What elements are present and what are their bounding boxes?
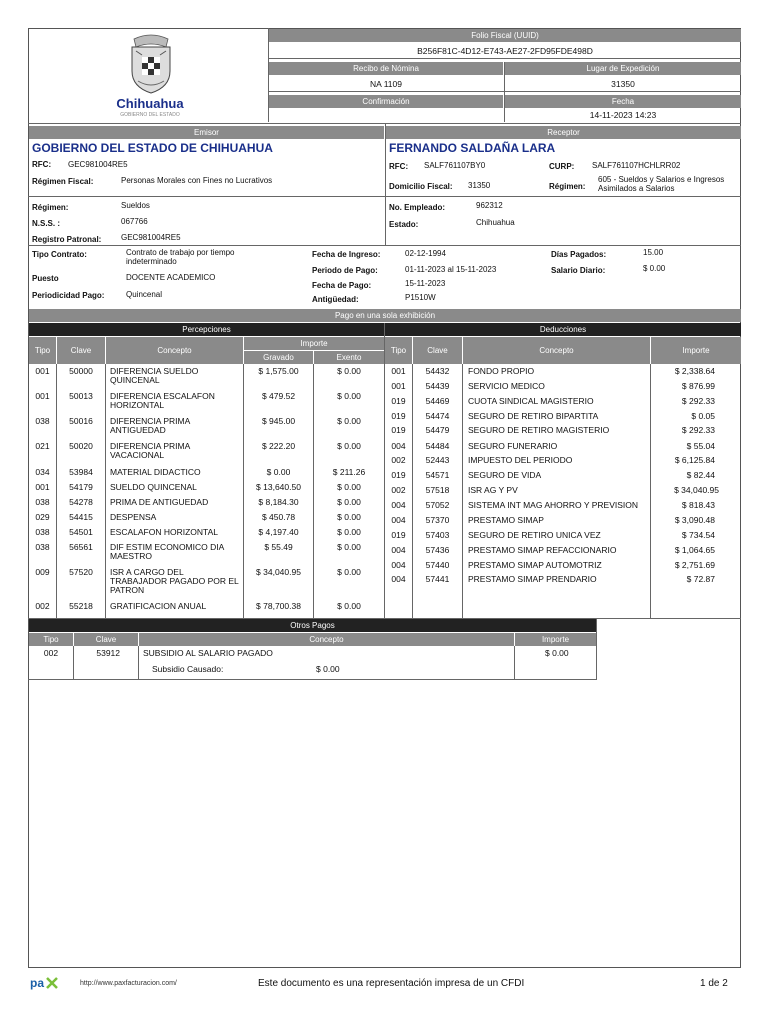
receptor-estado: Chihuahua	[476, 218, 515, 227]
perc-clave: 57520	[69, 567, 93, 577]
perc-tipo: 021	[35, 441, 50, 451]
perc-concepto: DIFERENCIA PRIMA VACACIONAL	[110, 441, 190, 460]
ded-clave: 57441	[425, 574, 450, 584]
emisor-registro: GEC981004RE5	[121, 233, 181, 242]
ded-tipo: 004	[391, 545, 406, 555]
ded-tipo: 002	[391, 485, 406, 495]
receptor-domicilio-label: Domicilio Fiscal:	[389, 182, 453, 191]
ded-tipo: 019	[391, 530, 406, 540]
ded-concepto: PRESTAMO SIMAP	[468, 515, 544, 525]
perc-exento: $ 0.00	[337, 366, 361, 376]
perc-concepto: DIF ESTIM ECONOMICO DIA MAESTRO	[110, 542, 224, 561]
perc-tipo: 034	[35, 467, 50, 477]
emisor-nss-label: N.S.S. :	[32, 219, 61, 228]
otros-tipo: 002	[43, 648, 59, 658]
ded-tipo: 019	[391, 470, 406, 480]
table-row	[0, 531, 741, 541]
receptor-regimen-label: Régimen:	[549, 182, 586, 191]
perc-gravado: $ 13,640.50	[256, 482, 301, 492]
otros-col-concepto: Concepto	[139, 633, 514, 646]
ded-tipo: 001	[391, 381, 406, 391]
otros-pagos-title: Otros Pagos	[29, 619, 596, 632]
perc-gravado: $ 55.49	[264, 542, 293, 552]
ded-clave: 57440	[425, 560, 450, 570]
perc-concepto: GRATIFICACION ANUAL	[110, 601, 207, 611]
perc-exento: $ 0.00	[337, 416, 361, 426]
antiguedad-label: Antigüedad:	[312, 295, 359, 304]
perc-col-tipo: Tipo	[29, 337, 56, 364]
grid-line	[28, 679, 597, 680]
perc-tipo: 002	[35, 601, 50, 611]
perc-concepto: DIFERENCIA SUELDO QUINCENAL	[110, 366, 199, 385]
ded-tipo: 004	[391, 574, 406, 584]
perc-col-concepto: Concepto	[106, 337, 243, 364]
perc-gravado: $ 78,700.38	[256, 601, 301, 611]
tipo-contrato: Contrato de trabajo por tiempo indeterminado	[126, 248, 235, 266]
ded-clave: 57403	[425, 530, 450, 540]
perc-clave: 54278	[69, 497, 93, 507]
fecha-pago: 15-11-2023	[405, 279, 446, 288]
recibo-value: NA 1109	[370, 79, 402, 89]
perc-col-exento: Exento	[314, 351, 384, 364]
otros-importe: $ 0.00	[545, 648, 569, 658]
svg-text:pa: pa	[30, 976, 45, 990]
emisor-header: Emisor	[29, 126, 384, 139]
table-row	[0, 501, 741, 511]
ded-tipo: 019	[391, 425, 406, 435]
ded-col-concepto: Concepto	[463, 337, 650, 364]
perc-tipo: 009	[35, 567, 50, 577]
perc-concepto: ESCALAFON HORIZONTAL	[110, 527, 218, 537]
perc-exento: $ 0.00	[337, 567, 361, 577]
emisor-registro-label: Registro Patronal:	[32, 235, 102, 244]
perc-gravado: $ 450.78	[261, 512, 296, 522]
pago-exhibicion-header: Pago en una sola exhibición	[29, 309, 741, 322]
dias-pagados: 15.00	[643, 248, 664, 257]
divider	[28, 196, 741, 197]
ded-clave: 54469	[425, 396, 450, 406]
ded-tipo: 004	[391, 441, 406, 451]
puesto: DOCENTE ACADEMICO	[126, 273, 216, 282]
perc-clave: 54179	[69, 482, 93, 492]
ded-importe: $ 1,064.65	[674, 545, 715, 555]
perc-col-importe: Importe	[244, 337, 384, 350]
folio-fiscal-header: Folio Fiscal (UUID)	[269, 29, 741, 42]
otros-col-importe: Importe	[515, 633, 596, 646]
ded-importe: $ 292.33	[681, 396, 715, 406]
table-row	[0, 412, 741, 422]
ded-concepto: SEGURO DE RETIRO UNICA VEZ	[468, 530, 601, 540]
org-subtitle: GOBIERNO DEL ESTADO	[120, 112, 180, 118]
perc-col-gravado: Gravado	[244, 351, 313, 364]
emisor-regimen: Sueldos	[121, 201, 150, 210]
ded-concepto: SEGURO DE RETIRO BIPARTITA	[468, 411, 599, 421]
otros-col-tipo: Tipo	[29, 633, 73, 646]
divider	[269, 58, 741, 59]
ded-importe: $ 0.05	[691, 411, 715, 421]
footer-url[interactable]: http://www.paxfacturacion.com/	[80, 980, 177, 987]
ded-concepto: SEGURO DE RETIRO MAGISTERIO	[468, 425, 610, 435]
perc-exento: $ 0.00	[337, 542, 361, 552]
ded-tipo: 004	[391, 515, 406, 525]
perc-clave: 54501	[69, 527, 93, 537]
ded-concepto: ISR AG Y PV	[468, 485, 518, 495]
ded-concepto: SEGURO FUNERARIO	[468, 441, 558, 451]
receptor-estado-label: Estado:	[389, 220, 419, 229]
divider	[504, 62, 505, 122]
perc-clave: 53984	[69, 467, 93, 477]
receptor-empleado-label: No. Empleado:	[389, 203, 446, 212]
perc-exento: $ 0.00	[337, 512, 361, 522]
table-row	[0, 561, 741, 571]
tipo-contrato-label: Tipo Contrato:	[32, 250, 87, 259]
ded-clave: 57436	[425, 545, 450, 555]
perc-concepto: ISR A CARGO DEL TRABAJADOR PAGADO POR EL PATRON	[110, 567, 239, 595]
receptor-empleado: 962312	[476, 201, 503, 210]
emisor-name: GOBIERNO DEL ESTADO DE CHIHUAHUA	[32, 141, 273, 155]
percepciones-title: Percepciones	[29, 323, 384, 336]
receptor-rfc-label: RFC:	[389, 162, 409, 171]
table-row	[0, 397, 741, 407]
emisor-rfc: GEC981004RE5	[68, 160, 128, 169]
perc-gravado: $ 4,197.40	[258, 527, 299, 537]
ded-clave: 54439	[425, 381, 450, 391]
table-row	[0, 486, 741, 496]
dias-pagados-label: Días Pagados:	[551, 250, 607, 259]
receptor-domicilio: 31350	[468, 181, 491, 190]
perc-concepto: MATERIAL DIDACTICO	[110, 467, 201, 477]
ded-clave: 54479	[425, 425, 450, 435]
ded-concepto: FONDO PROPIO	[468, 366, 535, 376]
ded-importe: $ 734.54	[681, 530, 715, 540]
perc-tipo: 038	[35, 416, 50, 426]
ded-clave: 57052	[425, 500, 450, 510]
ded-importe: $ 82.44	[686, 470, 715, 480]
otros-clave: 53912	[96, 648, 120, 658]
puesto-label: Puesto	[32, 274, 59, 283]
perc-tipo: 001	[35, 391, 50, 401]
state-seal	[118, 33, 184, 95]
pax-logo	[30, 976, 60, 990]
perc-concepto: DIFERENCIA PRIMA ANTIGUEDAD	[110, 416, 190, 435]
receptor-name: FERNANDO SALDAÑA LARA	[389, 141, 556, 155]
perc-concepto: DESPENSA	[110, 512, 157, 522]
receptor-header: Receptor	[386, 126, 741, 139]
ded-clave: 54484	[425, 441, 450, 451]
perc-clave: 50020	[69, 441, 93, 451]
emisor-rfc-label: RFC:	[32, 160, 52, 169]
emisor-regimen-fiscal-label: Régimen Fiscal:	[32, 177, 94, 186]
ded-concepto: SEGURO DE VIDA	[468, 470, 542, 480]
ded-clave: 54474	[425, 411, 450, 421]
ded-tipo: 019	[391, 411, 406, 421]
table-row	[0, 575, 741, 585]
ded-importe: $ 818.43	[681, 500, 715, 510]
perc-concepto: SUELDO QUINCENAL	[110, 482, 197, 492]
perc-gravado: $ 222.20	[261, 441, 296, 451]
table-row	[0, 426, 741, 436]
receptor-regimen: 605 - Sueldos y Salarios e Ingresos Asimilados a Salarios	[598, 175, 725, 193]
periodo-pago: 01-11-2023 al 15-11-2023	[405, 265, 497, 274]
deducciones-title: Deducciones	[385, 323, 741, 336]
perc-clave: 50000	[69, 366, 93, 376]
ded-importe: $ 2,338.64	[674, 366, 715, 376]
perc-clave: 50013	[69, 391, 93, 401]
page-number: 1 de 2	[700, 978, 728, 989]
lugar-header: Lugar de Expedición	[505, 62, 741, 75]
fecha-ingreso: 02-12-1994	[405, 249, 446, 258]
lugar-value: 31350	[611, 79, 635, 89]
ded-col-tipo: Tipo	[385, 337, 412, 364]
ded-concepto: PRESTAMO SIMAP REFACCIONARIO	[468, 545, 617, 555]
perc-clave: 54415	[69, 512, 93, 522]
divider	[385, 124, 386, 246]
receptor-rfc: SALF761107BY0	[424, 161, 486, 170]
ded-importe: $ 6,125.84	[674, 455, 715, 465]
ded-importe: $ 55.04	[686, 441, 715, 451]
subsidio-causado-label: Subsidio Causado:	[152, 664, 224, 674]
table-row	[0, 442, 741, 452]
salario-diario: $ 0.00	[643, 264, 666, 273]
perc-exento: $ 0.00	[337, 441, 361, 451]
perc-exento: $ 0.00	[337, 497, 361, 507]
table-row	[0, 367, 741, 377]
table-row	[0, 649, 600, 679]
periodicidad-label: Periodicidad Pago:	[32, 291, 105, 300]
seal-text	[50, 66, 70, 86]
salario-diario-label: Salario Diario:	[551, 266, 606, 275]
table-row	[0, 602, 384, 612]
perc-gravado: $ 0.00	[266, 467, 291, 477]
perc-exento: $ 0.00	[337, 527, 361, 537]
ded-clave: 57370	[425, 515, 450, 525]
divider	[269, 91, 741, 92]
perc-concepto: DIFERENCIA ESCALAFON HORIZONTAL	[110, 391, 215, 410]
perc-exento: $ 211.26	[332, 467, 366, 477]
table-row	[0, 456, 741, 466]
ded-importe: $ 72.87	[686, 574, 715, 584]
perc-tipo: 038	[35, 542, 50, 552]
fecha-header: Fecha	[505, 95, 741, 108]
perc-clave: 55218	[69, 601, 93, 611]
ded-tipo: 004	[391, 500, 406, 510]
ded-concepto: CUOTA SINDICAL MAGISTERIO	[468, 396, 594, 406]
fecha-value: 14-11-2023 14:23	[589, 110, 657, 120]
ded-concepto: PRESTAMO SIMAP AUTOMOTRIZ	[468, 560, 602, 570]
ded-importe: $ 34,040.95	[674, 485, 719, 495]
ded-col-importe: Importe	[651, 337, 741, 364]
perc-exento: $ 0.00	[337, 391, 361, 401]
ded-clave: 57518	[425, 485, 450, 495]
periodicidad: Quincenal	[126, 290, 163, 299]
ded-concepto: PRESTAMO SIMAP PRENDARIO	[468, 574, 597, 584]
table-row	[0, 382, 741, 392]
perc-gravado: $ 945.00	[261, 416, 296, 426]
divider	[28, 245, 741, 246]
emisor-nss: 067766	[121, 217, 148, 226]
ded-tipo: 001	[391, 366, 406, 376]
folio-fiscal-value: B256F81C-4D12-E743-AE27-2FD95FDE498D	[417, 46, 593, 56]
perc-tipo: 038	[35, 497, 50, 507]
table-row	[0, 546, 741, 556]
perc-tipo: 038	[35, 527, 50, 537]
ded-tipo: 019	[391, 396, 406, 406]
perc-clave: 56561	[69, 542, 93, 552]
ded-clave: 52443	[425, 455, 450, 465]
receptor-curp: SALF761107HCHLRR02	[592, 161, 681, 170]
receptor-curp-label: CURP:	[549, 162, 575, 171]
perc-exento: $ 0.00	[337, 601, 361, 611]
fecha-ingreso-label: Fecha de Ingreso:	[312, 250, 381, 259]
perc-gravado: $ 1,575.00	[258, 366, 299, 376]
ded-concepto: SERVICIO MEDICO	[468, 381, 545, 391]
otros-concepto: SUBSIDIO AL SALARIO PAGADO	[143, 648, 273, 658]
perc-gravado: $ 479.52	[261, 391, 296, 401]
perc-clave: 50016	[69, 416, 93, 426]
subsidio-causado-value: $ 0.00	[316, 664, 340, 674]
perc-tipo: 001	[35, 366, 50, 376]
pax-brand	[30, 994, 40, 996]
confirmacion-header: Confirmación	[269, 95, 503, 108]
ded-importe: $ 292.33	[681, 425, 715, 435]
table-row	[0, 471, 741, 481]
periodo-pago-label: Periodo de Pago:	[312, 266, 378, 275]
ded-col-clave: Clave	[413, 337, 462, 364]
org-name: Chihuahua	[116, 96, 184, 111]
otros-col-clave: Clave	[74, 633, 138, 646]
perc-tipo: 029	[35, 512, 50, 522]
ded-tipo: 004	[391, 560, 406, 570]
emisor-regimen-label: Régimen:	[32, 203, 69, 212]
perc-concepto: PRIMA DE ANTIGUEDAD	[110, 497, 209, 507]
perc-exento: $ 0.00	[337, 482, 361, 492]
perc-gravado: $ 8,184.30	[258, 497, 299, 507]
ded-concepto: IMPUESTO DEL PERIODO	[468, 455, 573, 465]
ded-clave: 54432	[425, 366, 450, 376]
fecha-pago-label: Fecha de Pago:	[312, 281, 372, 290]
emisor-regimen-fiscal: Personas Morales con Fines no Lucrativos	[121, 176, 273, 185]
ded-concepto: SISTEMA INT MAG AHORRO Y PREVISION	[468, 500, 639, 510]
table-row	[0, 516, 741, 526]
ded-importe: $ 2,751.69	[674, 560, 715, 570]
ded-importe: $ 876.99	[681, 381, 715, 391]
recibo-header: Recibo de Nómina	[269, 62, 503, 75]
perc-tipo: 001	[35, 482, 50, 492]
ded-tipo: 002	[391, 455, 406, 465]
ded-importe: $ 3,090.48	[674, 515, 715, 525]
perc-col-clave: Clave	[57, 337, 105, 364]
footer-note: Este documento es una representación impresa de un CFDI	[258, 978, 525, 989]
antiguedad: P1510W	[405, 293, 436, 302]
perc-gravado: $ 34,040.95	[256, 567, 301, 577]
ded-clave: 54571	[425, 470, 450, 480]
